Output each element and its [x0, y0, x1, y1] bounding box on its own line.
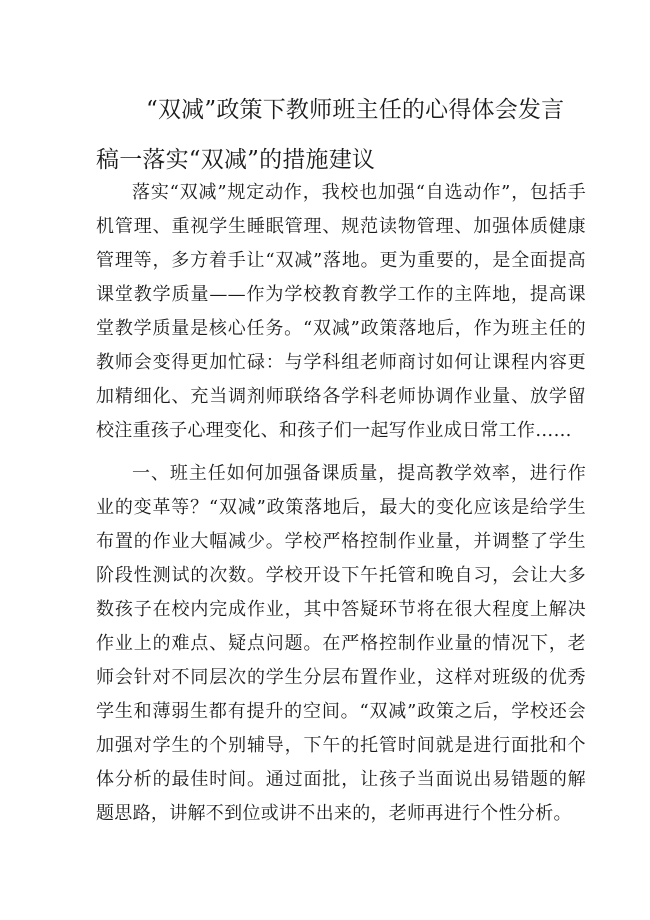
paragraph-section-1: 一、班主任如何加强备课质量，提高教学效率，进行作业的变革等？“双减”政策落地后，最大的变化应该是给学生布置的作业大幅减少。学校严格控制作业量，并调整了学生阶段性测试的次数。学校开设下午托管和晚自习，会让大多数孩子在校内完成作业，其中答疑环节将在很大程度上解决作业上的难点、疑点问题。在严格控制作业量的情况下，老师会针对不同层次的学生分层布置作业，这样对班级的优秀学生和薄弱生都有提升的空间。“双减”政策之后，学校还会加强对学生的个别辅导，下午的托管时间就是进行面批和个体分析的最佳时间。通过面批，让孩子当面说出易错题的解题思路，讲解不到位或讲不出来的，老师再进行个性分析。	[96, 463, 586, 824]
document-title-line2: 稿一落实“双减”的措施建议	[96, 147, 376, 173]
document-title-line1: “双减”政策下教师班主任的心得体会发言	[146, 97, 565, 123]
paragraph-intro: 落实“双减”规定动作，我校也加强“自选动作”，包括手机管理、重视学生睡眠管理、规范读物管理、加强体质健康管理等，多方着手让“双减”落地。更为重要的，是全面提高课堂教学质量——作为学校教育教学工作的主阵地，提高课堂教学质量是核心任务。“双减”政策落地后，作为班主任的教师会变得更加忙碌：与学科组老师商讨如何让课程内容更加精细化、充当调剂师联络各学科老师协调作业量、放学留校注重孩子心理变化、和孩子们一起写作业成日常工作……	[96, 182, 586, 441]
